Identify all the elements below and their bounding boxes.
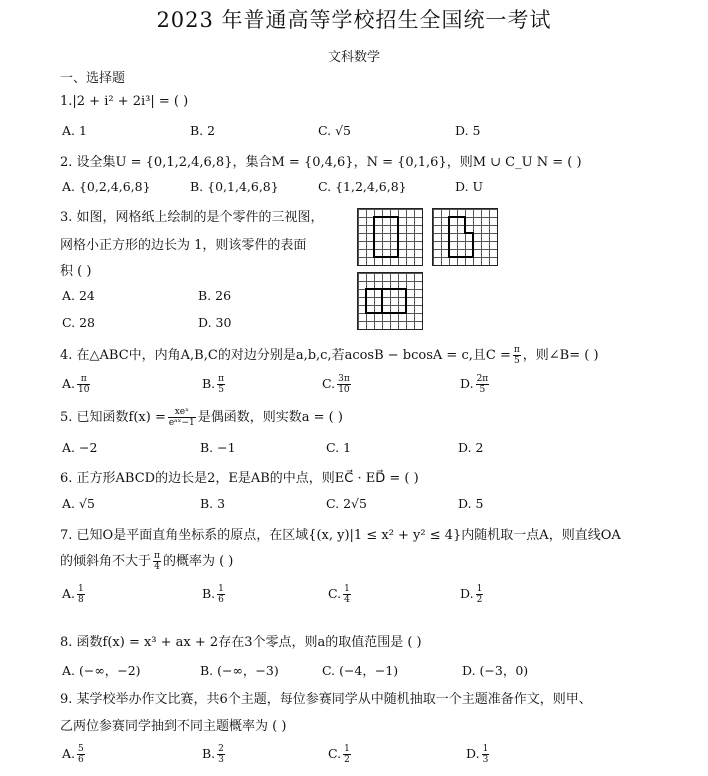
q6-option-d: D. 5	[458, 496, 484, 511]
q8-option-a: A. (−∞，−2)	[62, 663, 141, 678]
q4-d-den: 5	[479, 385, 486, 395]
q4-option-d	[460, 374, 491, 395]
question-6-stem: 6. 正方形ABCD的边长是2，E是AB的中点，则EC⃗ · ED⃗ = ( )	[60, 471, 419, 486]
q1-option-b: B. 2	[190, 123, 216, 138]
question-3-line-2: 网格小正方形的边长为 1，则该零件的表面	[60, 238, 307, 253]
q5-stem-pre: 5. 已知函数f(x) =	[60, 410, 166, 425]
question-9-line-2: 乙两位参赛同学抽到不同主题概率为 ( )	[60, 719, 287, 734]
exam-title: 2023 年普通高等学校招生全国统一考试	[156, 8, 552, 32]
q1-option-a: A. 1	[62, 123, 87, 138]
question-7-line-2	[60, 550, 233, 572]
q6-option-a: A. √5	[62, 496, 95, 511]
q4-b-den: 5	[218, 385, 224, 395]
q9-b-num: 2	[218, 744, 224, 754]
q2-option-c: C. {1,2,4,6,8}	[318, 179, 407, 194]
q7-option-b	[202, 584, 227, 605]
q4-a-fraction	[77, 374, 90, 395]
q2-option-a: A. {0,2,4,6,8}	[62, 179, 151, 194]
q7-b-den: 6	[218, 595, 224, 605]
q7-line2-post: 的概率为 ( )	[162, 554, 234, 569]
q7-frac-den: 4	[154, 562, 160, 572]
q7-a-fraction	[77, 584, 85, 605]
q8-option-c: C. (−4，−1)	[322, 663, 399, 678]
q8-option-d: D. (−3，0)	[462, 663, 529, 678]
q4-frac-den: 5	[513, 356, 520, 366]
q7-c-num: 1	[344, 584, 350, 594]
q4-a-label: A.	[62, 376, 76, 391]
q1-option-c: C. √5	[318, 123, 351, 138]
question-4-stem	[60, 344, 599, 366]
q7-angle-fraction	[153, 551, 161, 572]
q9-c-fraction	[343, 744, 351, 765]
q4-angle-fraction	[513, 345, 521, 366]
q7-option-c	[328, 584, 353, 605]
q3-option-a: A. 24	[62, 288, 95, 303]
q4-d-label: D.	[460, 376, 474, 391]
question-2-stem: 2. 设全集U = {0,1,2,4,6,8}，集合M = {0,4,6}，N = {0,1,6}，则M ∪ C_U N = ( )	[60, 155, 582, 170]
q7-option-a	[62, 584, 87, 605]
q7-d-den: 2	[476, 595, 483, 605]
q9-d-num: 1	[482, 744, 489, 754]
q7-a-den: 8	[78, 595, 84, 605]
q4-c-fraction	[337, 374, 351, 395]
q5-function-fraction	[168, 407, 196, 428]
q7-c-fraction	[343, 584, 351, 605]
q9-b-fraction	[217, 744, 225, 765]
q7-c-den: 4	[344, 595, 350, 605]
q4-d-num: 2π	[476, 374, 489, 384]
q7-frac-num: π	[154, 551, 160, 561]
question-5-stem	[60, 406, 343, 428]
q9-option-a	[62, 744, 87, 765]
front-view-figure	[357, 208, 423, 266]
q3-option-c: C. 28	[62, 315, 95, 330]
q9-c-label: C.	[328, 746, 342, 761]
q5-frac-den: eᵃˣ−1	[168, 418, 195, 428]
q7-a-num: 1	[78, 584, 84, 594]
q9-c-den: 2	[344, 755, 350, 765]
q7-b-num: 1	[218, 584, 224, 594]
q7-b-fraction	[217, 584, 225, 605]
q4-d-fraction	[476, 374, 490, 395]
q4-a-den: 10	[78, 385, 90, 395]
q4-c-num: 3π	[338, 374, 350, 384]
q4-frac-num: π	[513, 345, 520, 355]
q3-option-d: D. 30	[198, 315, 232, 330]
question-3-line-1: 3. 如图，网格纸上绘制的是个零件的三视图，	[60, 210, 324, 225]
exam-subtitle: 文科数学	[327, 50, 380, 65]
question-3-line-3: 积 ( )	[60, 264, 92, 279]
q2-option-b: B. {0,1,4,6,8}	[190, 179, 279, 194]
q4-c-label: C.	[322, 376, 336, 391]
q8-option-b: B. (−∞，−3)	[200, 663, 279, 678]
q4-stem-text: 4. 在△ABC中，内角A,B,C的对边分别是a,b,c,若acosB − bcosA = c,且C =	[60, 348, 511, 363]
q7-d-fraction	[476, 584, 484, 605]
side-view-figure	[432, 208, 498, 266]
q6-option-c: C. 2√5	[326, 496, 367, 511]
q9-d-den: 3	[482, 755, 489, 765]
q9-a-fraction	[77, 744, 85, 765]
q7-line2-pre: 的倾斜角不大于	[60, 554, 152, 569]
q4-b-label: B.	[202, 376, 216, 391]
q9-option-c	[328, 744, 353, 765]
q1-option-d: D. 5	[455, 123, 481, 138]
q7-option-d	[460, 584, 485, 605]
q5-stem-post: 是偶函数，则实数a = ( )	[197, 410, 343, 425]
q3-option-b: B. 26	[198, 288, 232, 303]
q9-option-b	[202, 744, 227, 765]
q7-b-label: B.	[202, 586, 216, 601]
q5-frac-num: xeˣ	[168, 407, 196, 418]
q4-stem-tail: ，则∠B= ( )	[522, 348, 599, 363]
q6-option-b: B. 3	[200, 496, 226, 511]
q9-b-label: B.	[202, 746, 216, 761]
question-1-stem: 1.|2 + i² + 2i³| = ( )	[60, 94, 189, 109]
question-9-line-1: 9. 某学校举办作文比赛，共6个主题，每位参赛同学从中随机抽取一个主题准备作文，则甲、	[60, 692, 592, 707]
q7-d-label: D.	[460, 586, 474, 601]
q5-option-c: C. 1	[326, 440, 352, 455]
q4-c-den: 10	[338, 385, 350, 395]
q9-d-fraction	[482, 744, 490, 765]
question-7-line-1: 7. 已知O是平面直角坐标系的原点，在区域{(x, y)|1 ≤ x² + y² ≤ 4}内随机取一点A，则直线OA	[60, 528, 621, 543]
q5-option-b: B. −1	[200, 440, 236, 455]
q9-a-den: 6	[78, 755, 84, 765]
q5-option-d: D. 2	[458, 440, 484, 455]
q7-c-label: C.	[328, 586, 342, 601]
q4-b-fraction	[217, 374, 225, 395]
q4-a-num: π	[77, 374, 90, 385]
q4-option-c	[322, 374, 353, 395]
question-8-stem: 8. 函数f(x) = x³ + ax + 2存在3个零点，则a的取值范围是 ( )	[60, 635, 422, 650]
q4-option-a	[62, 374, 92, 395]
q7-a-label: A.	[62, 586, 76, 601]
q5-option-a: A. −2	[62, 440, 98, 455]
q7-d-num: 1	[476, 584, 483, 594]
q4-option-b	[202, 374, 227, 395]
top-view-figure	[357, 272, 423, 330]
q9-d-label: D.	[466, 746, 480, 761]
q9-c-num: 1	[344, 744, 350, 754]
section-heading: 一、选择题	[60, 71, 126, 86]
q4-b-num: π	[218, 374, 225, 384]
q9-option-d	[466, 744, 491, 765]
q9-a-num: 5	[78, 744, 84, 754]
q2-option-d: D. U	[455, 179, 484, 194]
q9-a-label: A.	[62, 746, 76, 761]
q9-b-den: 3	[218, 755, 224, 765]
